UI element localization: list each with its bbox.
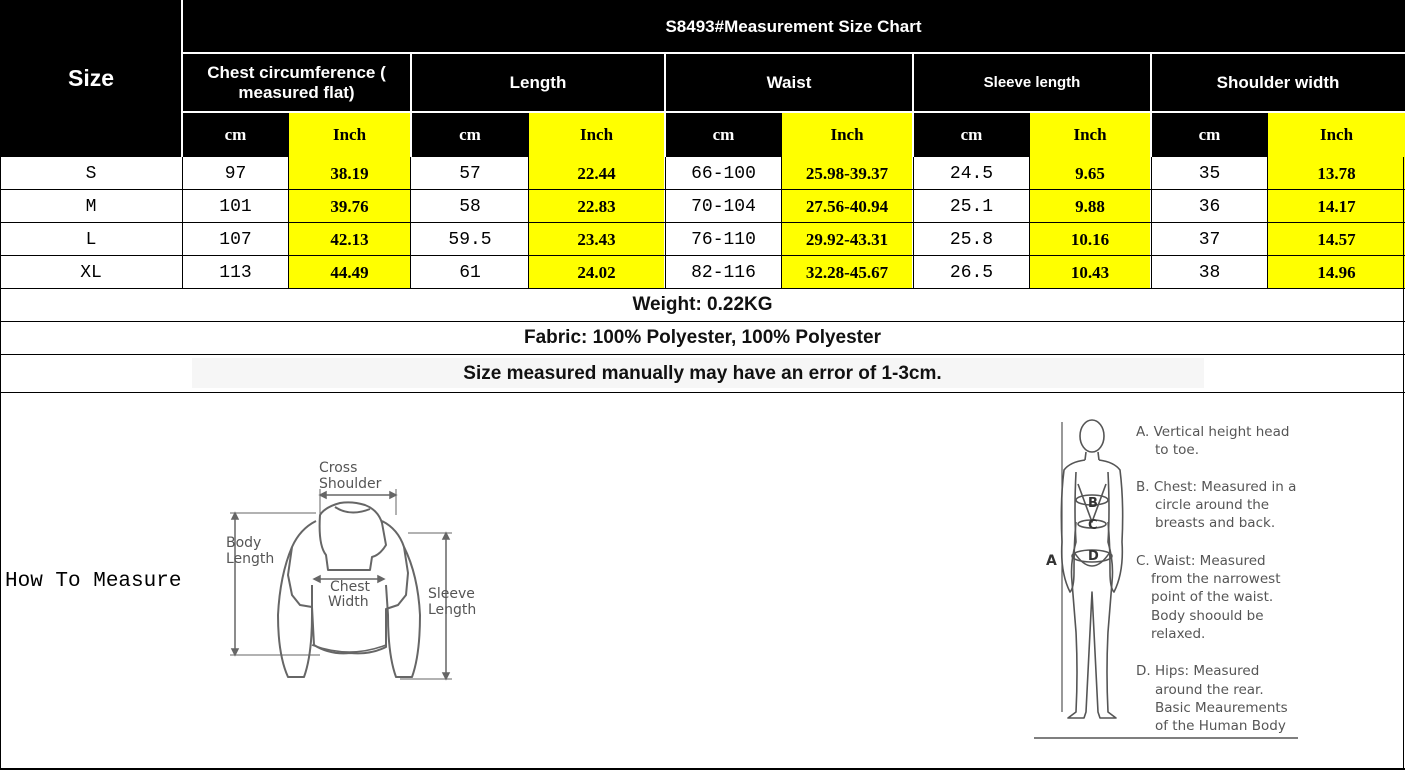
garment-diagram — [220, 455, 490, 685]
value-cell: 26.5 — [949, 262, 994, 283]
legend-line: from the narrowest — [1151, 571, 1281, 587]
size-header: Size — [67, 65, 115, 91]
how-to-measure-label: How To Measure — [5, 570, 182, 593]
sleeve-length-label: Length — [428, 602, 477, 618]
point-label-a: A — [1046, 553, 1057, 569]
col-header-waist: Waist — [766, 73, 812, 92]
value-cell: 9.88 — [1075, 196, 1105, 216]
value-cell: 25.98-39.37 — [805, 163, 889, 183]
value-cell: 24.02 — [577, 262, 616, 282]
value-cell: 57 — [459, 163, 481, 184]
col-divider — [913, 157, 914, 289]
value-cell: 23.43 — [577, 229, 616, 249]
body-length-label: Body — [226, 535, 262, 551]
unit-cm: cm — [960, 125, 983, 144]
size-cell: XL — [80, 262, 102, 283]
value-cell: 22.83 — [577, 196, 616, 216]
body-length-label: Length — [226, 551, 275, 567]
value-cell: 25.8 — [949, 229, 994, 250]
legend-line: circle around the — [1155, 497, 1270, 513]
unit-inch: Inch — [782, 113, 912, 157]
error-note: Size measured manually may have an error of 1-3cm. — [463, 362, 942, 384]
col-header-length: Length — [509, 73, 567, 92]
legend-line: Body shoould be — [1151, 608, 1264, 624]
fabric-note: Fabric: 100% Polyester, 100% Polyester — [524, 327, 881, 348]
legend-line: C. Waist: Measured — [1136, 553, 1266, 569]
sleeve-length-label: Sleeve — [428, 586, 475, 602]
col-divider — [182, 157, 183, 289]
body-diagram — [1030, 412, 1330, 742]
unit-cm: cm — [1198, 125, 1221, 144]
cross-shoulder-label: Cross — [319, 460, 358, 476]
row-divider — [0, 392, 1405, 393]
legend-line: Basic Meaurements — [1155, 700, 1288, 716]
weight-note: Weight: 0.22KG — [632, 294, 773, 315]
value-cell: 107 — [219, 229, 252, 250]
col-divider — [528, 157, 529, 289]
unit-inch: Inch — [1030, 113, 1150, 157]
bottom-border — [0, 768, 1405, 770]
value-cell: 9.65 — [1075, 163, 1105, 183]
value-cell: 14.17 — [1317, 196, 1356, 216]
value-cell: 14.57 — [1317, 229, 1356, 249]
value-cell: 70-104 — [691, 196, 756, 217]
value-cell: 44.49 — [330, 262, 369, 282]
unit-cm: cm — [459, 125, 481, 144]
row-divider — [0, 255, 1405, 256]
value-cell: 10.43 — [1070, 262, 1110, 282]
col-divider — [0, 157, 1, 769]
value-cell: 39.76 — [330, 196, 369, 216]
chart-title: S8493#Measurement Size Chart — [665, 16, 922, 36]
value-cell: 42.13 — [330, 229, 369, 249]
unit-cm: cm — [224, 125, 247, 144]
row-divider — [0, 222, 1405, 223]
value-cell: 22.44 — [577, 163, 616, 183]
point-label-b: B — [1088, 496, 1098, 511]
legend-line: to toe. — [1155, 442, 1199, 458]
value-cell: 32.28-45.67 — [805, 262, 889, 282]
row-divider — [0, 354, 1405, 355]
value-cell: 24.5 — [949, 163, 994, 184]
col-divider — [1403, 157, 1404, 769]
col-header-sleeve: Sleeve length — [983, 74, 1081, 91]
value-cell: 66-100 — [691, 163, 756, 184]
value-cell: 10.16 — [1070, 229, 1110, 249]
size-cell: S — [85, 163, 97, 184]
value-cell: 14.96 — [1317, 262, 1356, 282]
col-divider — [1151, 157, 1152, 289]
legend-line: point of the waist. — [1151, 589, 1274, 605]
value-cell: 38 — [1198, 262, 1221, 283]
legend-line: around the rear. — [1155, 682, 1264, 698]
col-header-shoulder: Shoulder width — [1216, 73, 1340, 92]
value-cell: 25.1 — [949, 196, 994, 217]
col-divider — [288, 157, 289, 289]
legend-line: B. Chest: Measured in a — [1136, 479, 1297, 495]
col-header-chest: Chest circumference ( measured flat) — [207, 63, 386, 102]
cross-shoulder-label: Shoulder — [319, 476, 382, 492]
size-cell: L — [85, 229, 97, 250]
value-cell: 59.5 — [448, 229, 492, 250]
chest-width-label: Width — [328, 594, 369, 610]
legend-line: of the Human Body — [1155, 718, 1286, 734]
value-cell: 29.92-43.31 — [805, 229, 889, 249]
unit-inch: Inch — [289, 113, 410, 157]
col-divider — [1267, 157, 1268, 289]
value-cell: 38.19 — [330, 163, 369, 183]
value-cell: 76-110 — [691, 229, 756, 250]
col-divider — [1029, 157, 1030, 289]
col-divider — [781, 157, 782, 289]
value-cell: 113 — [219, 262, 252, 283]
value-cell: 36 — [1198, 196, 1221, 217]
legend-line: A. Vertical height head — [1136, 424, 1290, 440]
value-cell: 37 — [1198, 229, 1221, 250]
value-cell: 61 — [459, 262, 481, 283]
row-divider — [0, 189, 1405, 190]
size-cell: M — [85, 196, 97, 217]
unit-inch: Inch — [529, 113, 664, 157]
value-cell: 27.56-40.94 — [805, 196, 889, 216]
col-divider — [410, 157, 411, 289]
point-label-c: C — [1088, 518, 1098, 533]
chest-width-label: Chest — [330, 579, 371, 595]
point-label-d: D — [1088, 549, 1099, 564]
legend-line: D. Hips: Measured — [1136, 663, 1260, 679]
unit-inch: Inch — [1268, 113, 1405, 157]
value-cell: 97 — [224, 163, 247, 184]
legend-line: breasts and back. — [1155, 515, 1276, 531]
value-cell: 13.78 — [1317, 163, 1356, 183]
value-cell: 35 — [1198, 163, 1221, 184]
legend-line: relaxed. — [1151, 626, 1206, 642]
value-cell: 58 — [459, 196, 481, 217]
value-cell: 101 — [219, 196, 252, 217]
value-cell: 82-116 — [691, 262, 756, 283]
unit-cm: cm — [712, 125, 735, 144]
col-divider — [665, 157, 666, 289]
